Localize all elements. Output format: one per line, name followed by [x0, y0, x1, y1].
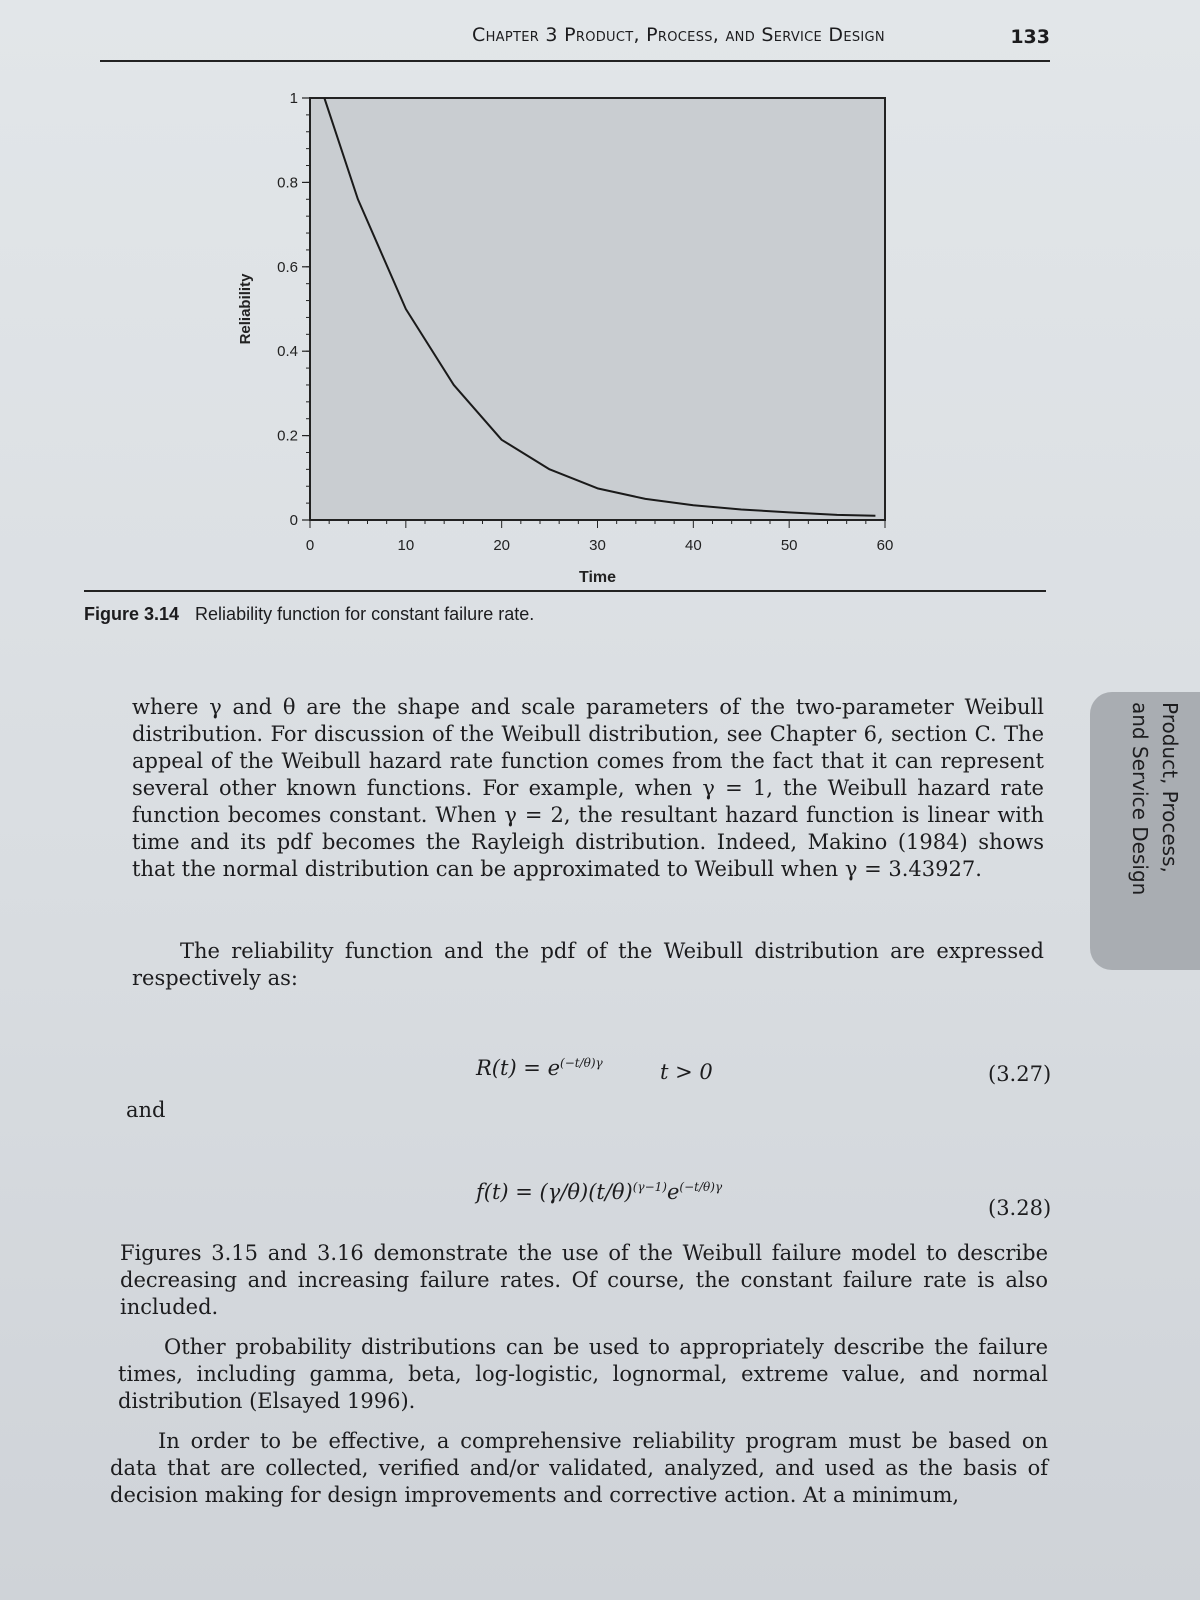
- x-tick-label: 0: [305, 537, 315, 554]
- side-tab-line-2: and Service Design: [1128, 702, 1152, 896]
- eq2-lhs: f(t) = (γ/θ)(t/θ): [476, 1180, 633, 1204]
- eq2-power1: (γ−1): [632, 1180, 667, 1194]
- x-tick-label: 50: [780, 537, 798, 554]
- y-tick-label: 1: [289, 90, 298, 107]
- header-title: Chapter 3 Product, Process, and Service Design: [472, 24, 885, 46]
- side-tab-line-1: Product, Process,: [1158, 702, 1182, 873]
- y-tick-label: 0.2: [277, 427, 298, 445]
- paragraph-reliability-intro: The reliability function and the pdf of the Weibull distribution are expressed respectively as:: [132, 939, 1044, 990]
- paragraph-distributions: Other probability distributions can be used to appropriately describe the failure times, including gamma, beta, log-logistic, lognormal, extreme value, and normal distribution (Elsayed 1996).: [118, 1335, 1048, 1413]
- figure-caption-text: Reliability function for constant failure rate.: [195, 604, 535, 624]
- figure-caption: [84, 604, 534, 625]
- figure-number: Figure 3.14: [84, 604, 180, 624]
- chapter-side-tab-label: [1105, 702, 1185, 958]
- eq1-condition: t > 0: [660, 1060, 713, 1084]
- eq2-exp: e: [666, 1180, 680, 1204]
- y-tick-label: 0: [289, 512, 298, 529]
- equation-3-27: [476, 1056, 603, 1080]
- running-header: [100, 14, 1050, 62]
- x-tick-label: 40: [684, 537, 702, 554]
- paragraph-figures: Figures 3.15 and 3.16 demonstrate the use of the Weibull failure model to describe decreasing and increasing failure rates. Of course, the constant failure rate is also included.: [120, 1241, 1048, 1319]
- x-tick-label: 10: [397, 537, 415, 554]
- eq1-exponent: (−t/θ): [560, 1056, 596, 1070]
- plot-area: [310, 98, 885, 520]
- eq1-power: γ: [595, 1056, 603, 1070]
- y-tick-label: 0.8: [277, 174, 298, 192]
- paragraph-reliability-program: In order to be effective, a comprehensive reliability program must be based on data that are collected, verified and/or validated, analyzed, and used as the basis of decision making for design improvements and corrective action. At a minimum,: [110, 1429, 1048, 1507]
- eq2-exponent: (−t/θ): [679, 1180, 715, 1194]
- eq1-lhs: R(t) = e: [476, 1056, 561, 1080]
- x-axis-label: Time: [578, 569, 617, 586]
- x-tick-label: 30: [589, 537, 606, 554]
- page-number: 133: [1010, 26, 1050, 48]
- y-tick-label: 0.4: [277, 343, 298, 361]
- eq2-number: (3.28): [988, 1196, 1052, 1220]
- reliability-chart: [230, 80, 930, 610]
- eq2-power: γ: [714, 1180, 723, 1194]
- x-tick-label: 20: [493, 537, 511, 554]
- eq1-number: (3.27): [988, 1062, 1052, 1086]
- and-label: and: [126, 1098, 166, 1122]
- chart-canvas: [230, 80, 930, 610]
- paragraph-weibull-parameters: where γ and θ are the shape and scale parameters of the two-parameter Weibull distribution. For discussion of the Weibull distribution, see Chapter 6, section C. The appeal of the Weibull hazard rate function comes from the fact that it can represent several other known functions. For example, when γ = 1, the Weibull hazard rate function becomes constant. When γ = 2, the resultant hazard function is linear with time and its pdf becomes the Rayleigh distribution. Indeed, Makino (1984) shows that the normal distribution can be approximated to Weibull when γ = 3.43927.: [132, 695, 1044, 881]
- x-tick-label: 60: [876, 537, 894, 554]
- y-axis-label: Reliability: [237, 273, 254, 345]
- caption-rule: [84, 590, 1046, 592]
- y-tick-label: 0.6: [277, 258, 298, 276]
- equation-3-28: [476, 1180, 722, 1204]
